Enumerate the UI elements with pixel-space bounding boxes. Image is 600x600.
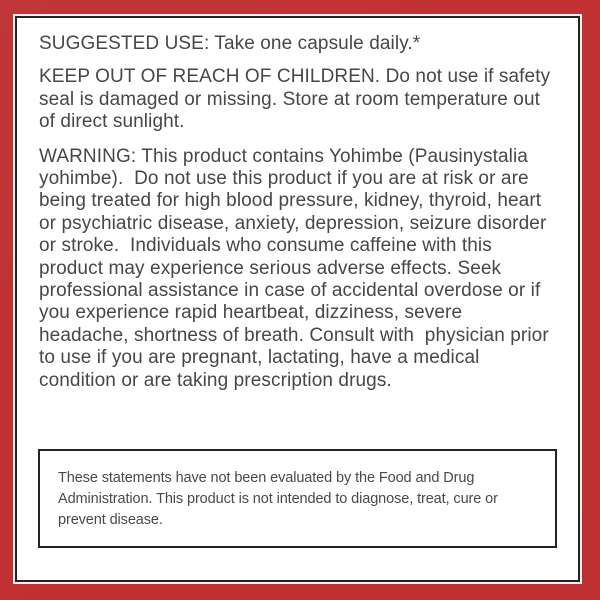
product-warning-label: [15, 16, 580, 582]
keep-out-of-reach-text: KEEP OUT OF REACH OF CHILDREN. Do not use if safety seal is damaged or missing. Store at room temperature out of direct sunlight.: [39, 66, 556, 133]
fda-disclaimer-box: [38, 449, 557, 548]
suggested-use-text: SUGGESTED USE: Take one capsule daily.*: [39, 33, 421, 54]
fda-disclaimer-text: These statements have not been evaluated by the Food and Drug Administration. This product is not intended to diagnose, treat, cure or prevent disease.: [58, 470, 502, 528]
yohimbe-warning-text: WARNING: This product contains Yohimbe (Pausinystalia yohimbe). Do not use this product if you are at risk or are being treated for high blood pressure, kidney, thyroid, heart or psychiatric disease, anxiety, depression, seizure disorder or stroke. Individuals who consume caffeine with this product may experience serious adverse effects. Seek professional assistance in case of accidental overdose or if you experience rapid heartbeat, dizziness, severe headache, shortness of breath. Consult with physician prior to use if you are pregnant, lactating, have a medical condition or are taking prescription drugs.: [39, 145, 555, 391]
label-text-block: [39, 33, 556, 392]
